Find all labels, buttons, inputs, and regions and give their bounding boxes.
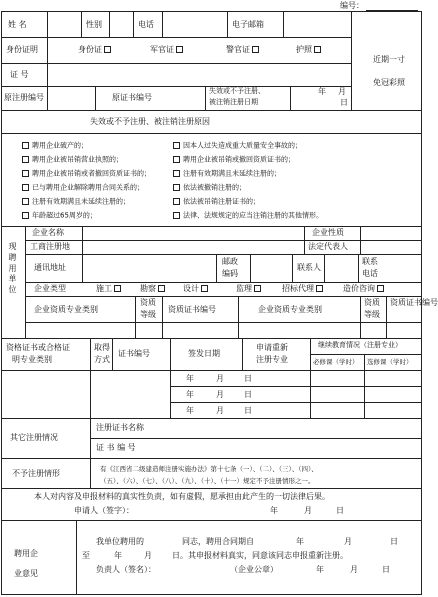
checkbox-icon bbox=[22, 198, 29, 205]
qual-apply-2: 注册专业 bbox=[256, 355, 288, 364]
expired-label: 失效或不予注册、 bbox=[209, 87, 265, 95]
qual-title-2: 明专业类别 bbox=[12, 355, 52, 364]
type-opt[interactable]: 施工 bbox=[96, 285, 121, 293]
expired-label-2: 被注销注册日期 bbox=[209, 98, 258, 106]
checkbox-icon bbox=[158, 285, 165, 292]
pledge-text: 本人对内容及申报材料的真实性负责，如有虚假，愿承担由此产生的一切法律后果。 bbox=[34, 492, 330, 501]
other-reg-name: 注册证书名称 bbox=[96, 423, 144, 432]
qual-method: 取得 bbox=[94, 343, 110, 352]
exp-day: 日 bbox=[340, 98, 348, 107]
employer-label-2: 业意见 bbox=[14, 569, 38, 578]
pledge-signer: 申请人（签字）： bbox=[74, 506, 134, 515]
emp-month: 月 bbox=[350, 565, 358, 574]
name-label: 姓 名 bbox=[8, 20, 27, 29]
id-doc-label: 身份证明 bbox=[6, 45, 38, 54]
unit-legal-label: 法定代表人 bbox=[308, 242, 348, 251]
date-day: 日 bbox=[244, 390, 252, 399]
checkbox-icon bbox=[22, 142, 29, 149]
qual-cert-label-b: 资质证书编号 bbox=[390, 298, 438, 307]
unit-postcode-label: 邮政 bbox=[222, 257, 238, 266]
type-opt[interactable]: 造价咨询 bbox=[343, 285, 384, 293]
unit-biz-label: 工商注册地 bbox=[30, 242, 70, 251]
emp-resp: 负责人（签名）： bbox=[96, 565, 156, 574]
reason-item[interactable]: 依法被撤销注册的； bbox=[173, 184, 246, 192]
checkbox-icon bbox=[22, 184, 29, 191]
checkbox-icon bbox=[176, 46, 183, 53]
qual-apply: 申请重新 bbox=[256, 343, 288, 352]
reason-item[interactable]: 已与聘用企业解除聘用合同关系的； bbox=[22, 184, 144, 192]
pledge-month: 月 bbox=[304, 506, 312, 515]
reason-item[interactable]: 法律、法规规定的应当注销注册的其他情形。 bbox=[173, 212, 323, 220]
type-opt[interactable]: 监理 bbox=[236, 285, 261, 293]
reason-item[interactable]: 聘用企业被吊销营业执照的； bbox=[22, 156, 123, 164]
exp-year: 年 bbox=[318, 87, 326, 96]
qual-cert-no: 证书编号 bbox=[118, 349, 150, 358]
qual-grade-label: 资质 bbox=[140, 298, 156, 307]
refuse-text-2: （五）、（六）、（七）、（八）、（九）、（十）、（十一）规定不予注册情形之一。 bbox=[100, 477, 315, 485]
qual-grade-label-b2: 等级 bbox=[364, 310, 380, 319]
emp-line1-c: 年 bbox=[296, 537, 304, 546]
emp-line2-d: 日。其申报材料真实，同意该同志申报重新注册。 bbox=[172, 551, 348, 560]
qual-title: 资格证书或合格证 bbox=[6, 343, 70, 352]
reason-title: 失效或不予注册、被注销注册原因 bbox=[90, 117, 210, 126]
date-year: 年 bbox=[186, 406, 194, 415]
checkbox-icon bbox=[377, 285, 384, 292]
orig-reg-label: 原注册编号 bbox=[4, 93, 44, 102]
emp-line1-a: 我单位聘用的 bbox=[96, 537, 144, 546]
unit-postcode-label-2: 编码 bbox=[222, 269, 238, 278]
phone-label: 电话 bbox=[138, 20, 154, 29]
date-day: 日 bbox=[244, 374, 252, 383]
reason-item[interactable]: 聘用企业被吊销或撤回资质证书的； bbox=[173, 156, 295, 164]
emp-day: 日 bbox=[382, 565, 390, 574]
checkbox-icon bbox=[173, 170, 180, 177]
reason-item[interactable]: 因本人过失造成重大质量安全事故的； bbox=[173, 142, 302, 150]
qual-method-2: 方式 bbox=[94, 355, 110, 364]
emp-seal: （企业公章） bbox=[230, 565, 278, 574]
unit-contact-phone-label-2: 电话 bbox=[362, 269, 378, 278]
date-year: 年 bbox=[186, 374, 194, 383]
date-month: 月 bbox=[216, 374, 224, 383]
reason-item[interactable]: 聘用企业被吊销或者撤回资质证书的； bbox=[22, 170, 151, 178]
exp-month: 月 bbox=[338, 87, 346, 96]
employer-label-1: 聘用企 bbox=[14, 549, 38, 558]
orig-cert-label: 原证书编号 bbox=[112, 93, 152, 102]
checkbox-icon bbox=[173, 198, 180, 205]
date-month: 月 bbox=[216, 390, 224, 399]
reason-item[interactable]: 依法被吊销注册证书的； bbox=[173, 198, 260, 206]
checkbox-icon bbox=[22, 212, 29, 219]
checkbox-icon bbox=[22, 170, 29, 177]
photo-label-2: 免冠彩照 bbox=[373, 78, 405, 87]
unit-contact-label: 联系人 bbox=[297, 263, 321, 272]
qual-grade-label-2: 等级 bbox=[140, 310, 156, 319]
reason-item[interactable]: 注册有效期满且未延续注册的； bbox=[173, 170, 281, 178]
unit-nature-label: 企业性质 bbox=[312, 228, 344, 237]
unit-contact-phone-label: 联系 bbox=[362, 257, 378, 266]
qual-type-label-b: 企业资质专业类别 bbox=[258, 305, 322, 314]
checkbox-icon bbox=[254, 285, 261, 292]
emp-line2-a: 至 bbox=[82, 551, 90, 560]
emp-line1-e: 日 bbox=[390, 537, 398, 546]
id-opt-police[interactable]: 警官证 bbox=[226, 46, 259, 54]
emp-line1-b: 同志，聘用合同期自 bbox=[182, 537, 254, 546]
id-opt-idcard[interactable]: 身份证 bbox=[78, 46, 111, 54]
reason-item[interactable]: 聘用企业破产的； bbox=[22, 142, 88, 150]
qual-issue-date: 签发日期 bbox=[188, 349, 220, 358]
checkbox-icon bbox=[114, 285, 121, 292]
checkbox-icon bbox=[316, 285, 323, 292]
pledge-day: 日 bbox=[336, 506, 344, 515]
checkbox-icon bbox=[173, 156, 180, 163]
required-label: 必修课（学时） bbox=[313, 358, 359, 366]
type-opt[interactable]: 设计 bbox=[183, 285, 208, 293]
checkbox-icon bbox=[104, 46, 111, 53]
emp-line2-b: 年 bbox=[114, 551, 122, 560]
refuse-text-1: 有《江西省二级建造师注册实施办法》第十七条（一）、（二）、（三）、（四）、 bbox=[100, 465, 318, 473]
checkbox-icon bbox=[252, 46, 259, 53]
unit-name-label: 企业名称 bbox=[32, 228, 64, 237]
checkbox-icon bbox=[22, 156, 29, 163]
photo-label: 近期一寸 bbox=[373, 55, 405, 64]
other-cert-no: 证 书 编 号 bbox=[96, 443, 136, 452]
date-day: 日 bbox=[244, 406, 252, 415]
cont-edu-label: 继续教育情况（注册专业） bbox=[318, 341, 402, 349]
refuse-label: 不予注册情形 bbox=[12, 469, 60, 478]
id-no-label: 证 号 bbox=[10, 70, 29, 79]
gender-label: 性别 bbox=[86, 20, 102, 29]
unit-address-label: 通讯地址 bbox=[34, 263, 66, 272]
emp-line2-c: 月 bbox=[144, 551, 152, 560]
unit-side-label: 现 聘 用 单 位 bbox=[8, 242, 17, 295]
elective-label: 选修课（学时） bbox=[367, 358, 413, 366]
type-opt[interactable]: 勘察 bbox=[140, 285, 165, 293]
serial-label: 编号： bbox=[340, 1, 364, 10]
qual-grade-label-b: 资质 bbox=[364, 298, 380, 307]
email-label: 电子邮箱 bbox=[232, 20, 264, 29]
reason-item[interactable]: 注册有效期满且未延续注册的； bbox=[22, 198, 130, 206]
id-opt-officer[interactable]: 军官证 bbox=[150, 46, 183, 54]
qual-cert-label: 资质证书编号 bbox=[168, 305, 216, 314]
emp-line1-d: 月 bbox=[344, 537, 352, 546]
checkbox-icon bbox=[173, 212, 180, 219]
checkbox-icon bbox=[314, 46, 321, 53]
type-opt[interactable]: 招标代理 bbox=[282, 285, 323, 293]
checkbox-icon bbox=[173, 184, 180, 191]
date-month: 月 bbox=[216, 406, 224, 415]
unit-type-label: 企业类型 bbox=[34, 284, 66, 293]
qual-type-label: 企业资质专业类别 bbox=[34, 305, 98, 314]
pledge-year: 年 bbox=[270, 506, 278, 515]
checkbox-icon bbox=[173, 142, 180, 149]
emp-year: 年 bbox=[316, 565, 324, 574]
id-opt-passport[interactable]: 护照 bbox=[296, 46, 321, 54]
reason-item[interactable]: 年龄超过65周岁的； bbox=[22, 212, 97, 220]
checkbox-icon bbox=[201, 285, 208, 292]
date-year: 年 bbox=[186, 390, 194, 399]
other-label: 其它注册情况 bbox=[10, 433, 58, 442]
